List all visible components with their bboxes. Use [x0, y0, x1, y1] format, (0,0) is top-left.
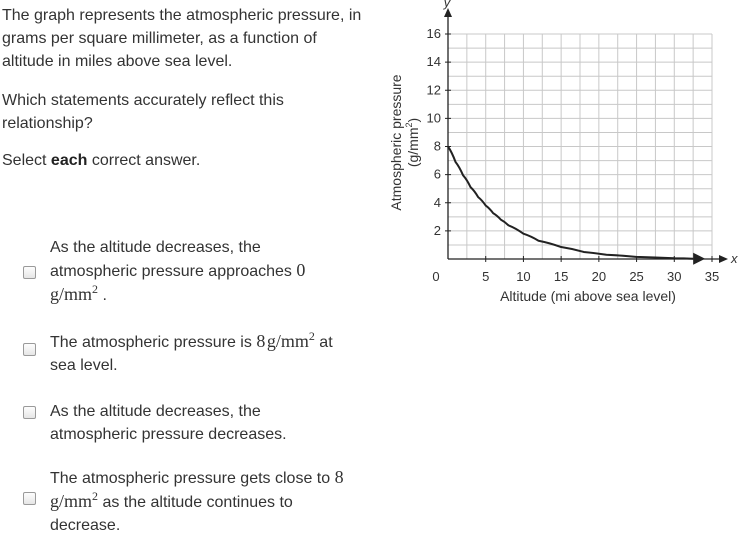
choice-label: The atmospheric pressure gets close to [50, 470, 331, 487]
math-value: 8 [334, 467, 344, 487]
checkbox[interactable] [23, 492, 36, 505]
x-tick-label: 15 [553, 269, 569, 284]
choice-text [50, 330, 350, 377]
select-prefix: Select [2, 152, 51, 169]
question-ask: Which statements accurately reflect this relationship? [2, 92, 284, 132]
x-tick-label: 0 [432, 269, 440, 284]
x-tick-label: 5 [482, 269, 490, 284]
choice-label-end: as the altitude continues to decrease. [50, 494, 293, 534]
math-unit: g/mm [50, 491, 93, 511]
select-emphasis: each [50, 152, 88, 169]
math-value: 8 [256, 331, 266, 351]
math-expression [256, 331, 315, 351]
y-tick-label: 16 [426, 26, 441, 41]
math-exponent: 2 [92, 489, 99, 503]
math-exponent: 2 [308, 329, 315, 343]
math-value: 0 [296, 260, 306, 280]
x-axis-label: Altitude (mi above sea level) [500, 288, 676, 304]
y-axis-unit-exponent: 2 [404, 122, 414, 128]
x-tick-label: 10 [516, 269, 531, 284]
checkbox[interactable] [23, 343, 36, 356]
x-tick-label: 25 [629, 269, 644, 284]
choice-label: The atmospheric pressure is [50, 334, 252, 351]
x-axis-arrowhead [719, 255, 728, 263]
chart-grid [448, 34, 712, 259]
choice-label-end: at sea level. [50, 334, 333, 374]
choice-text [50, 236, 350, 307]
answer-choice-3[interactable] [0, 400, 380, 448]
answer-choice-4[interactable] [0, 466, 380, 540]
checkbox[interactable] [23, 266, 36, 279]
y-axis-unit-suffix: ) [405, 117, 421, 123]
choice-text [50, 466, 350, 537]
answer-choice-2[interactable] [0, 330, 380, 380]
y-tick-label: 2 [433, 222, 441, 238]
math-exponent: 2 [92, 282, 99, 296]
y-tick-label: 4 [433, 194, 441, 210]
choice-text: As the altitude decreases, the atmospheric pressure decreases. [50, 403, 287, 443]
answer-choice-1[interactable] [0, 236, 380, 308]
checkbox[interactable] [23, 406, 36, 419]
pressure-altitude-chart [384, 0, 746, 310]
math-unit: g/mm [266, 331, 309, 351]
x-tick-label: 35 [704, 269, 720, 284]
y-tick-label: 10 [426, 110, 441, 126]
y-axis-unit-prefix: (g/mm [405, 127, 421, 168]
answer-choices [0, 236, 380, 534]
y-tick-label: 14 [426, 54, 441, 70]
y-axis-letter: y [443, 0, 451, 10]
x-tick-label: 20 [591, 269, 607, 284]
question-intro: The graph represents the atmospheric pressure, in grams per square millimeter, as a function of altitude in miles above sea level. [2, 7, 362, 70]
y-axis-label-line-1: Atmospheric pressure [388, 74, 404, 211]
y-tick-label: 6 [433, 166, 441, 182]
curve-arrowhead [693, 253, 705, 265]
x-axis-letter: x [731, 251, 738, 266]
select-instruction [2, 149, 372, 172]
select-suffix: correct answer. [87, 152, 201, 169]
y-tick-label: 12 [426, 82, 441, 98]
y-axis-label-line-2 [404, 118, 421, 167]
choice-label-end: . [98, 287, 107, 304]
chart-series [448, 147, 705, 265]
y-tick-label: 8 [433, 138, 441, 154]
choice-label: As the altitude decreases, the atmospheric pressure approaches [50, 239, 292, 280]
question-prompt [2, 4, 372, 188]
x-tick-label: 30 [667, 269, 682, 284]
math-unit: g/mm [50, 284, 93, 304]
chart-axes [444, 8, 728, 263]
